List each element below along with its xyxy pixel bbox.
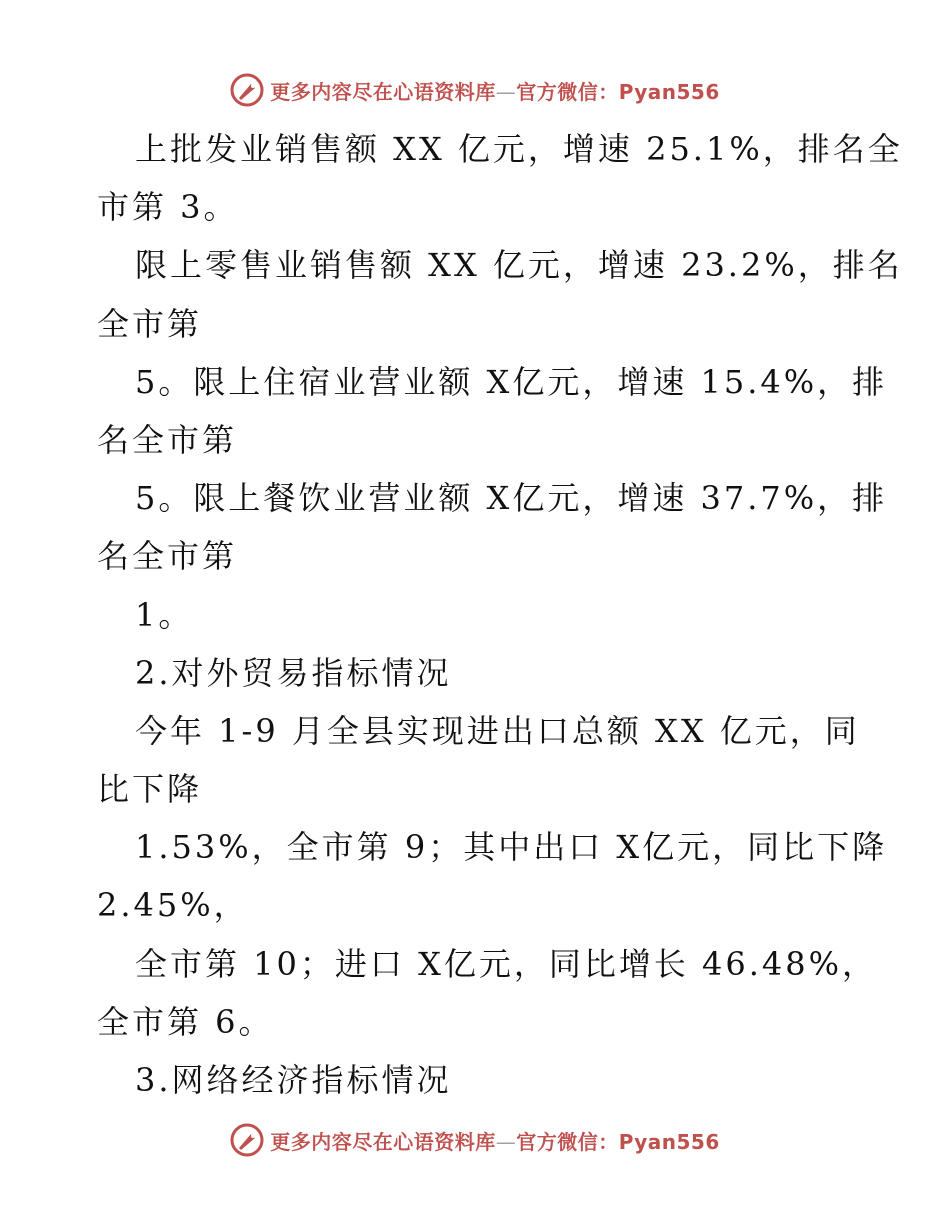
section-heading: 3.网络经济指标情况	[135, 1061, 452, 1099]
paragraph-line: 全市第 10；进口 X亿元，同比增长 46.48%，	[135, 944, 878, 983]
paragraph-line: 限上零售业销售额 XX 亿元，增速 23.2%，排名	[135, 246, 903, 285]
section-heading: 2.对外贸易指标情况	[135, 653, 452, 692]
paragraph-line: 全市第	[97, 304, 203, 343]
banner-text: 更多内容尽在心语资料库—官方微信：Pyan556	[270, 79, 720, 104]
paragraph-line: 名全市第	[97, 420, 238, 459]
paragraph-line: 5。限上餐饮业营业额 X亿元，增速 37.7%，排	[135, 479, 888, 518]
paragraph-line: 上批发业销售额 XX 亿元，增速 25.1%，排名全	[135, 130, 903, 168]
footer-banner	[0, 1120, 950, 1160]
paragraph-line: 5。限上住宿业营业额 X亿元，增速 15.4%，排	[135, 362, 888, 401]
paragraph-line: 市第 3。	[97, 188, 239, 227]
paragraph-line: 比下降	[97, 770, 203, 809]
banner-text: 更多内容尽在心语资料库—官方微信：Pyan556	[270, 1129, 720, 1154]
paragraph-line: 全市第 6。	[97, 1002, 274, 1041]
paragraph-line: 今年 1-9 月全县实现进出口总额 XX 亿元，同	[135, 711, 860, 750]
header-banner-content	[230, 73, 720, 107]
paragraph-line: 2.45%，	[97, 886, 249, 925]
paragraph-line: 名全市第	[97, 537, 238, 576]
footer-banner-content	[230, 1123, 720, 1157]
paragraph-line: 1.53%，全市第 9；其中出口 X亿元，同比下降	[135, 828, 888, 867]
pen-nib-logo-icon	[230, 73, 264, 107]
paragraph-line: 1。	[135, 595, 194, 634]
pen-nib-logo-icon	[230, 1123, 264, 1157]
document-body	[97, 120, 903, 1109]
header-banner	[0, 70, 950, 110]
